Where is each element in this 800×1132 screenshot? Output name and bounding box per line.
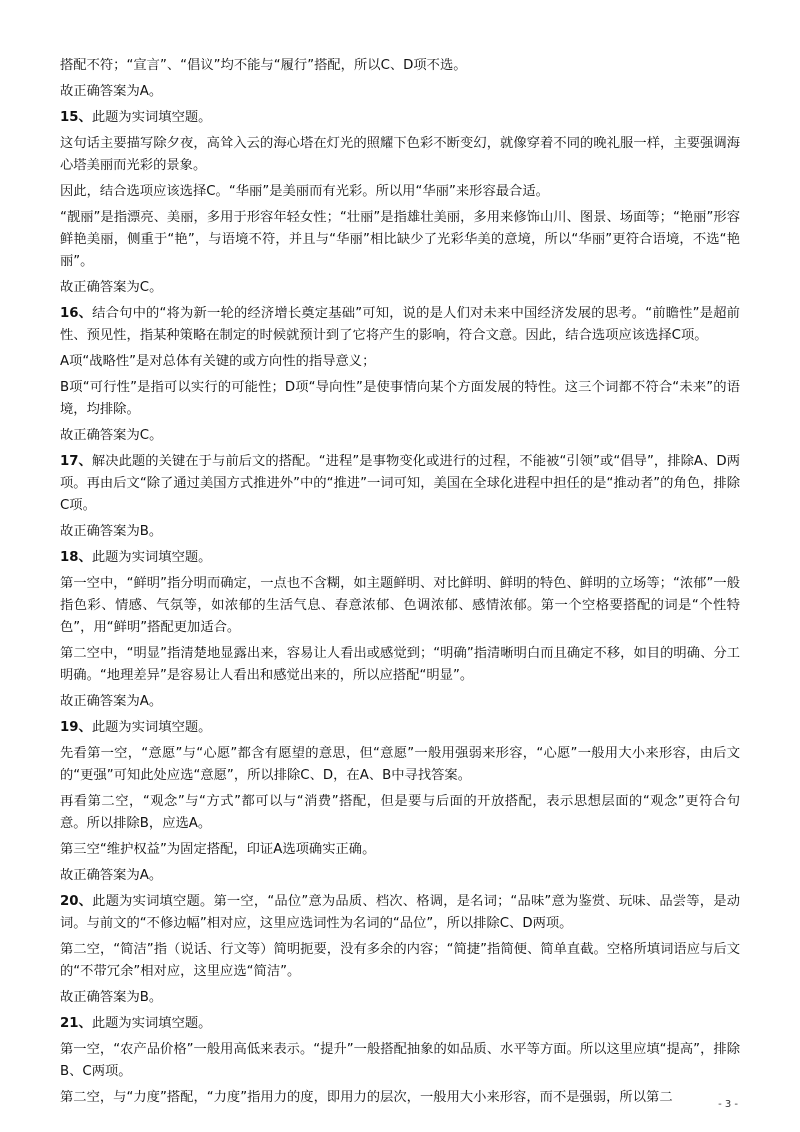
document-body xyxy=(60,55,740,1109)
paragraph xyxy=(60,717,740,739)
paragraph xyxy=(60,743,740,787)
page-number: - 3 - xyxy=(718,1099,738,1110)
paragraph-text: A项“战略性”是对总体有关键的或方向性的指导意义； xyxy=(60,354,376,369)
paragraph-text: 第三空“维护权益”为固定搭配，印证A选项确实正确。 xyxy=(60,842,376,857)
question-number: 20、 xyxy=(60,894,93,909)
paragraph-text: 第一空，“农产品价格”一般用高低来表示。“提升”一般搭配抽象的如品质、水平等方面。所以这里应填“提高”，排除B、C两项。 xyxy=(60,1042,740,1079)
paragraph-text: 此题为实词填空题。第一空，“品位”意为品质、档次、格调，是名词；“品味”意为鉴赏、玩味、品尝等，是动词。与前文的“不修边幅”相对应，这里应选词性为名词的“品位”，所以排除C、D两项。 xyxy=(60,894,740,931)
paragraph-text: 故正确答案为A。 xyxy=(60,84,163,99)
paragraph-text: 此题为实词填空题。 xyxy=(91,550,212,565)
paragraph xyxy=(60,377,740,421)
paragraph xyxy=(60,839,740,861)
paragraph-text: 此题为实词填空题。 xyxy=(91,720,212,735)
question-number: 17、 xyxy=(60,454,92,469)
question-number: 21、 xyxy=(60,1016,92,1031)
paragraph-text: 先看第一空，“意愿”与“心愿”都含有愿望的意思，但“意愿”一般用强弱来形容，“心愿”一般用大小来形容，由后文的“更强”可知此处应选“意愿”，所以排除C、D，在A、B中寻找答案。 xyxy=(60,746,740,783)
paragraph-text: 第二空，“简洁”指（说话、行文等）简明扼要，没有多余的内容；“简捷”指简便、简单直截。空格所填词语应与后文的“不带冗余”相对应，这里应选“简洁”。 xyxy=(60,942,740,979)
paragraph xyxy=(60,1013,740,1035)
paragraph-text: 故正确答案为B。 xyxy=(60,990,163,1005)
question-number: 18、 xyxy=(60,550,92,565)
paragraph-text: 故正确答案为A。 xyxy=(60,694,163,709)
paragraph-text: 第一空中，“鲜明”指分明而确定，一点也不含糊，如主题鲜明、对比鲜明、鲜明的特色、鲜明的立场等；“浓郁”一般指色彩、情感、气氛等，如浓郁的生活气息、春意浓郁、色调浓郁、感情浓郁。第一个空格要搭配的词是“个性特色”，用“鲜明”搭配更加适合。 xyxy=(60,576,740,635)
paragraph xyxy=(60,547,740,569)
paragraph-text: 第二空，与“力度”搭配，“力度”指用力的度，即用力的层次，一般用大小来形容，而不是强弱，所以第二 xyxy=(60,1090,673,1105)
paragraph xyxy=(60,451,740,517)
paragraph-text: 解决此题的关键在于与前后文的搭配。“进程”是事物变化或进行的过程，不能被“引领”或“倡导”，排除A、D两项。再由后文“除了通过美国方式推进外”中的“推进”一词可知，美国在全球化进程中担任的是“推动者”的角色，排除C项。 xyxy=(60,454,740,513)
paragraph-text: 搭配不符；“宣言”、“倡议”均不能与“履行”搭配，所以C、D项不选。 xyxy=(60,58,467,73)
question-number: 16、 xyxy=(60,306,93,321)
paragraph-text: 这句话主要描写除夕夜，高耸入云的海心塔在灯光的照耀下色彩不断变幻，就像穿着不同的晚礼服一样，主要强调海心塔美丽而光彩的景象。 xyxy=(60,136,740,173)
paragraph xyxy=(60,573,740,639)
paragraph-text: 故正确答案为A。 xyxy=(60,868,163,883)
paragraph xyxy=(60,521,740,543)
paragraph xyxy=(60,1087,740,1109)
paragraph-text: 故正确答案为B。 xyxy=(60,524,163,539)
paragraph-text: “靓丽”是指漂亮、美丽，多用于形容年轻女性；“壮丽”是指雄壮美丽，多用来修饰山川、图景、场面等；“艳丽”形容鲜艳美丽，侧重于“艳”，与语境不符，并且与“华丽”相比缺少了光彩华美的意境，所以“华丽”更符合语境，不选“艳丽”。 xyxy=(60,210,740,269)
paragraph-text: 此题为实词填空题。 xyxy=(91,1016,212,1031)
paragraph-text: 此题为实词填空题。 xyxy=(91,110,212,125)
paragraph xyxy=(60,55,740,77)
paragraph xyxy=(60,181,740,203)
paragraph-text: 再看第二空，“观念”与“方式”都可以与“消费”搭配，但是要与后面的开放搭配，表示思想层面的“观念”更符合句意。所以排除B，应选A。 xyxy=(60,794,740,831)
paragraph xyxy=(60,939,740,983)
paragraph-text: 故正确答案为C。 xyxy=(60,280,163,295)
paragraph xyxy=(60,791,740,835)
paragraph-text: 结合句中的“将为新一轮的经济增长奠定基础”可知，说的是人们对未来中国经济发展的思考。“前瞻性”是超前性、预见性，指某种策略在制定的时候就预计到了它将产生的影响，符合文意。因此，结合选项应该选择C项。 xyxy=(60,306,740,343)
paragraph xyxy=(60,1039,740,1083)
paragraph xyxy=(60,865,740,887)
paragraph xyxy=(60,107,740,129)
paragraph xyxy=(60,303,740,347)
question-number: 15、 xyxy=(60,110,92,125)
paragraph xyxy=(60,207,740,273)
paragraph-text: 故正确答案为C。 xyxy=(60,428,163,443)
paragraph xyxy=(60,987,740,1009)
paragraph-text: 因此，结合选项应该选择C。“华丽”是美丽而有光彩。所以用“华丽”来形容最合适。 xyxy=(60,184,549,199)
paragraph xyxy=(60,351,740,373)
paragraph xyxy=(60,691,740,713)
paragraph xyxy=(60,277,740,299)
paragraph xyxy=(60,891,740,935)
paragraph xyxy=(60,81,740,103)
paragraph xyxy=(60,425,740,447)
paragraph xyxy=(60,643,740,687)
paragraph xyxy=(60,133,740,177)
paragraph-text: B项“可行性”是指可以实行的可能性；D项“导向性”是使事情向某个方面发展的特性。这三个词都不符合“未来”的语境，均排除。 xyxy=(60,380,740,417)
question-number: 19、 xyxy=(60,720,92,735)
paragraph-text: 第二空中，“明显”指清楚地显露出来，容易让人看出或感觉到；“明确”指清晰明白而且确定不移，如目的明确、分工明确。“地理差异”是容易让人看出和感觉出来的，所以应搭配“明显”。 xyxy=(60,646,740,683)
